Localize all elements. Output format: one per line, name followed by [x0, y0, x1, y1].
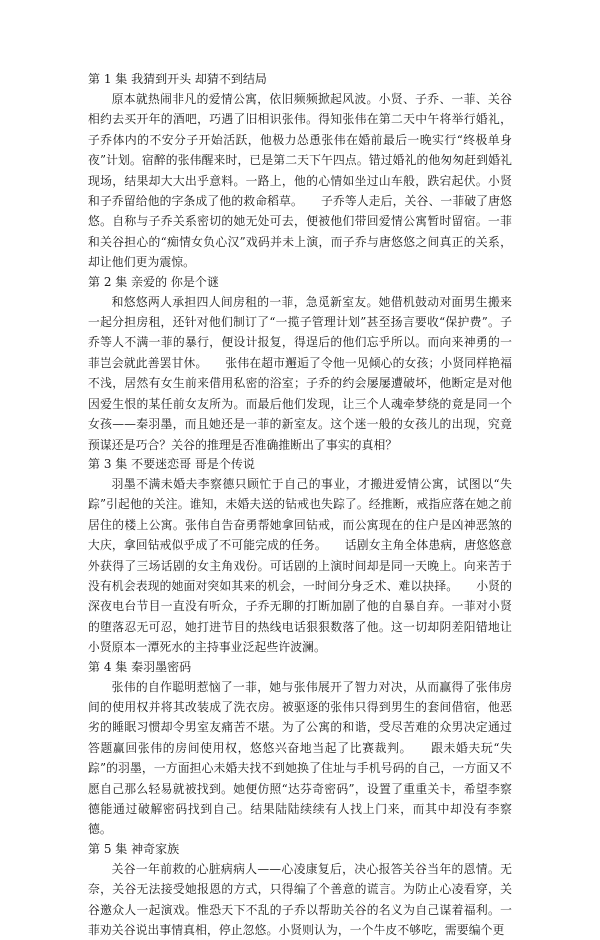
- episode-synopsis: 和悠悠两人承担四人间房租的一菲，急觅新室友。她借机鼓动对面男生搬来一起分担房租，还针对他们制订了“一揽子管理计划”甚至扬言要收“保护费”。子乔等人不满一菲的暴行，便设计报复，得逞后的他们忘乎所以。而向来神勇的一菲岂会就此善罢甘休。 张伟在超市邂逅了令他一见倾心的女孩；小贤同样艳福不浅，居然有女生前来借用私密的浴室；子乔的约会屡屡遭破坏，他断定是对他因爱生恨的某任前女友所为。而最后他们发现，让三个人魂牵梦绕的竟是同一个女孩——秦羽墨，而且她还是一菲的新室友。这个迷一般的女孩儿的出现，究竟预谋还是巧合？关谷的推理是否准确推断出了事实的真相？: [88, 294, 512, 452]
- episode-synopsis: 关谷一年前救的心脏病病人——心凌康复后，决心报答关谷当年的恩情。无奈，关谷无法接受她报恩的方式，只得编了个善意的谎言。为防止心凌看穿，关谷邀众人一起演戏。惟恐天下不乱的子乔以帮助关谷的名义为自己谋着福利。一菲劝关谷说出事情真相，停止忽悠。小贤则认为，一个牛皮不够吃，需要编个更: [88, 861, 512, 938]
- episode-synopsis: 原本就热闹非凡的爱情公寓，依旧频频掀起风波。小贤、子乔、一菲、关谷相约去买开年的酒吧，巧遇了旧相识张伟。得知张伟在第二天中午将举行婚礼，子乔体内的不安分子开始活跃，他极力怂恿张伟在婚前最后一晚实行“终极单身夜”计划。宿醉的张伟醒来时，已是第二天下午四点。错过婚礼的他匆匆赶到婚礼现场，结果却大大出乎意料。一路上，他的心情如坐过山车般，跌宕起伏。小贤和子乔留给他的字条成了他的救命稻草。 子乔等人走后，关谷、一菲破了唐悠悠。自称与子乔关系密切的她无处可去，便被他们带回爱情公寓暂时留宿。一菲和关谷担心的“痴情女负心汉”戏码并未上演，而子乔与唐悠悠之间真正的关系，却让他们更为震惊。: [88, 92, 512, 270]
- episode-1: [88, 70, 512, 273]
- episode-title: 第 2 集 亲爱的 你是个谜: [88, 274, 219, 289]
- episode-synopsis: 羽墨不满未婚夫李察德只顾忙于自己的事业，才搬进爱情公寓，试图以“失踪”引起他的关注。谁知，未婚夫送的钻戒也失踪了。经推断，戒指应落在她之前居住的楼上公寓。张伟自告奋勇帮她拿回钻戒，而公寓现在的住户是凶神恶煞的大庆，拿回钻戒似乎成了不可能完成的任务。 话剧女主角全体患病，唐悠悠意外获得了三场话剧的女主角戏份。可话剧的上演时间却是同一天晚上。向来苦于没有机会表现的她面对突如其来的机会，一时间分身乏术、难以抉择。 小贤的深夜电台节目一直没有听众，子乔无聊的打断加剧了他的自暴自弃。一菲对小贤的堕落忍无可忍，她打进节目的热线电话狠狠数落了他。这一切却阴差阳错地让小贤原本一潭死水的主持事业泛起些许波澜。: [88, 476, 512, 655]
- episode-title: 第 3 集 不要迷恋哥 哥是个传说: [88, 456, 255, 471]
- episode-title: 第 1 集 我猜到开头 却猜不到结局: [88, 72, 267, 86]
- episode-2: [88, 273, 512, 455]
- episode-synopsis: 张伟的自作聪明惹恼了一菲，她与张伟展开了智力对决，从而赢得了张伟房间的使用权并将其改装成了洗衣房。被驱逐的张伟只得到男生的套间借宿，他恶劣的睡眠习惯却令男室友痛苦不堪。为了公寓的和谐，受尽苦难的众男决定通过答题赢回张伟的房间使用权，悠悠兴奋地当起了比赛裁判。 跟未婚夫玩“失踪”的羽墨，一方面担心未婚夫找不到她换了住址与手机号码的自己，一方面又不愿自己那么轻易就被找到。她便仿照“达芬奇密码”，设置了重重关卡，希望李察德能通过破解密码找到自己。结果陆陆续续有人找上门来，而其中却没有李察德。: [88, 679, 512, 837]
- episode-5: [88, 840, 512, 940]
- episode-title: 第 5 集 神奇家族: [88, 841, 180, 856]
- episode-4: [88, 658, 512, 840]
- episode-3: [88, 455, 512, 658]
- document-page: [88, 70, 512, 940]
- episode-title: 第 4 集 秦羽墨密码: [88, 659, 192, 674]
